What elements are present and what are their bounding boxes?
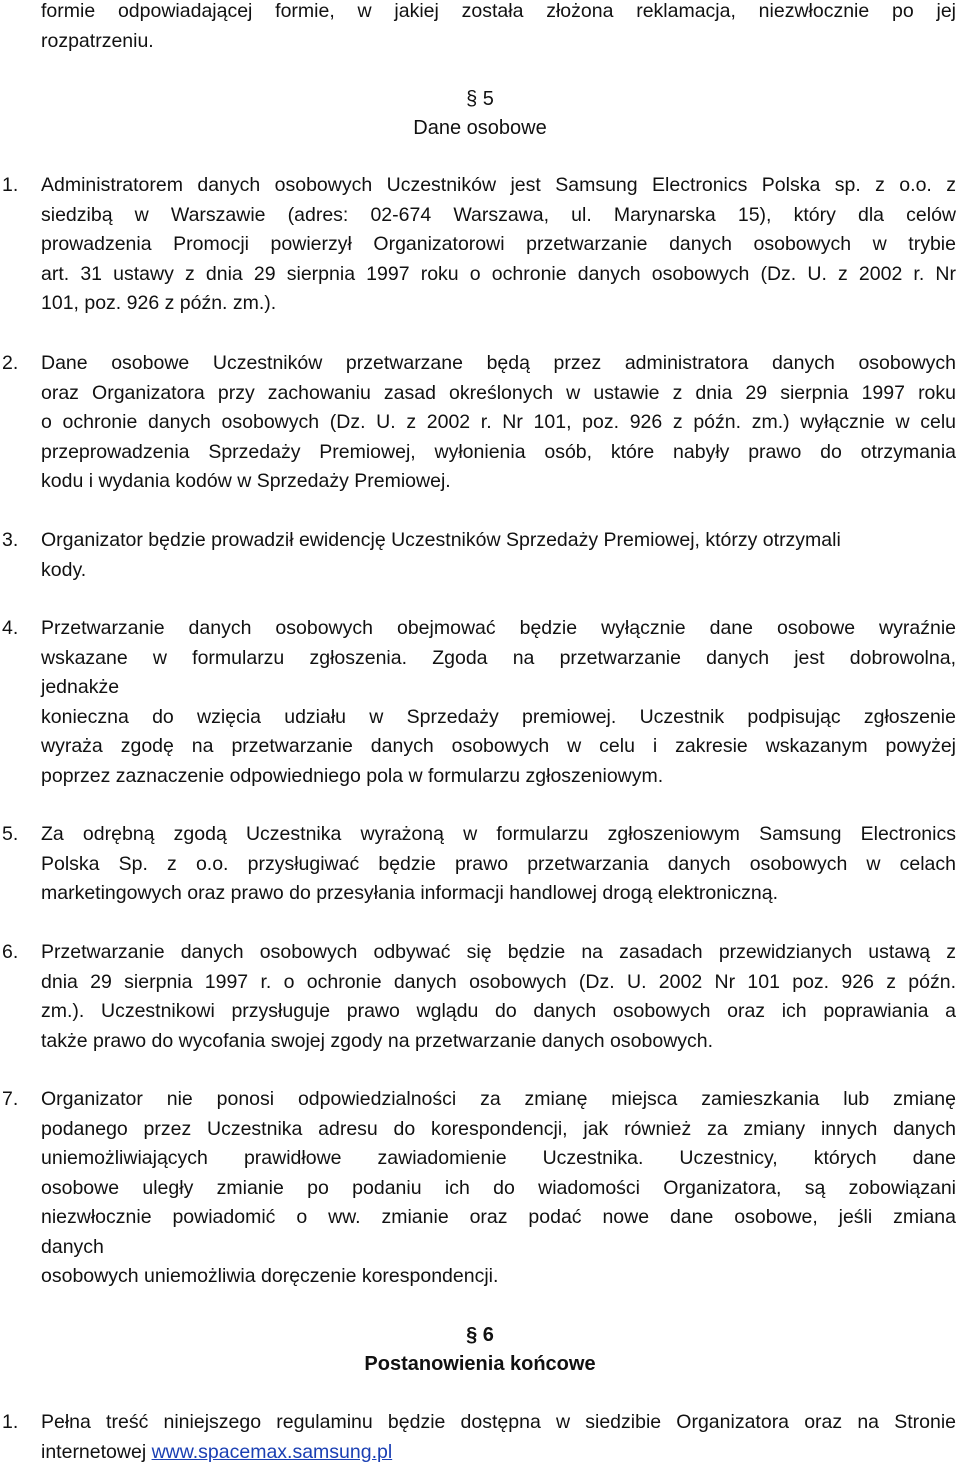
item-4-text [41, 614, 956, 791]
final-item-1-prefix: internetowej [41, 1440, 152, 1463]
item-2-line: oraz Organizatora przy zachowaniu zasad określonych w ustawie z dnia 29 sierpnia 1997 roku [41, 381, 956, 404]
final-item-1-number: 1. [2, 1411, 19, 1433]
item-4-line: wskazane w formularzu zgłoszenia. Zgoda na przetwarzanie danych jest dobrowolna, [41, 646, 956, 669]
item-6-line: także prawo do wycofania swojej zgody na przetwarzanie danych osobowych. [41, 1029, 714, 1052]
item-3-line: Organizator będzie prowadził ewidencję Uczestników Sprzedaży Premiowej, którzy otrzymali [41, 529, 841, 551]
website-link[interactable]: www.spacemax.samsung.pl [151, 1440, 393, 1463]
item-5-line: Polska Sp. z o.o. przysługiwać będzie prawo przetwarzania danych osobowych w celach [41, 852, 956, 875]
section-5-title: Dane osobowe [413, 117, 547, 139]
item-5-line: marketingowych oraz prawo do przesyłania informacji handlowej drogą elektroniczną. [41, 882, 779, 904]
item-4-line: jednakże [41, 676, 120, 698]
intro-line-1: formie odpowiadającej formie, w jakiej została złożona reklamacja, niezwłocznie po jej [41, 0, 956, 22]
item-3-number: 3. [2, 529, 19, 551]
item-1-number: 1. [2, 174, 19, 196]
item-4-line: poprzez zaznaczenie odpowiedniego pola w formularzu zgłoszeniowym. [41, 764, 664, 787]
section-6-symbol: § 6 [466, 1324, 494, 1346]
item-1-line: art. 31 ustawy z dnia 29 sierpnia 1997 roku o ochronie danych osobowych (Dz. U. z 2002 r. Nr [41, 262, 956, 285]
item-4-number: 4. [2, 617, 19, 639]
item-1-line: 101, poz. 926 z późn. zm.). [41, 292, 277, 314]
item-2-line: przeprowadzenia Sprzedaży Premiowej, wyłonienia osób, które nabyły prawo do otrzymania [41, 440, 956, 463]
item-7-line: uniemożliwiających prawidłowe zawiadomienie Uczestnika. Uczestnicy, których dane [41, 1147, 956, 1169]
item-1-line: Administratorem danych osobowych Uczestników jest Samsung Electronics Polska sp. z o.o. z [41, 174, 956, 196]
item-5-text [41, 820, 956, 909]
item-4-line: wyraża zgodę na przetwarzanie danych osobowych w celu i zakresie wskazanym powyżej [41, 735, 956, 757]
item-1-text [41, 171, 956, 319]
item-7-line: osobowych uniemożliwia doręczenie korespondencji. [41, 1265, 499, 1287]
item-1-line: prowadzenia Promocji powierzył Organizatorowi przetwarzanie danych osobowych w trybie [41, 233, 956, 255]
item-4-line: konieczna do wzięcia udziału w Sprzedaży premiowej. Uczestnik podpisując zgłoszenie [41, 705, 956, 728]
item-5-number: 5. [2, 823, 19, 845]
item-7-line: niezwłocznie powiadomić o ww. zmianie oraz podać nowe dane osobowe, jeśli zmiana [41, 1206, 956, 1228]
item-5-line: Za odrębną zgodą Uczestnika wyrażoną w formularzu zgłoszeniowym Samsung Electronics [41, 823, 956, 845]
item-2-text [41, 349, 956, 497]
item-7-text [41, 1085, 956, 1292]
item-6-text [41, 938, 956, 1056]
intro-line-2: rozpatrzeniu. [41, 30, 154, 52]
item-7-line: Organizator nie ponosi odpowiedzialności za zmianę miejsca zamieszkania lub zmianę [41, 1088, 956, 1110]
item-6-line: Przetwarzanie danych osobowych odbywać się będzie na zasadach przewidzianych ustawą z [41, 941, 956, 963]
item-2-line: kodu i wydania kodów w Sprzedaży Premiowej. [41, 470, 451, 492]
item-7-line: podanego przez Uczestnika adresu do korespondencji, jak również za zmiany innych danych [41, 1117, 956, 1140]
item-7-number: 7. [2, 1088, 19, 1110]
item-2-number: 2. [2, 352, 19, 374]
section-6-title: Postanowienia końcowe [364, 1353, 596, 1375]
item-6-line: dnia 29 sierpnia 1997 r. o ochronie danych osobowych (Dz. U. 2002 Nr 101 poz. 926 z późn. [41, 970, 956, 993]
item-3-text [41, 526, 956, 585]
item-3-line: kody. [41, 558, 87, 581]
final-item-1-line-2 [41, 1438, 956, 1468]
item-7-line: osobowe uległy zmianie po podaniu ich do wiadomości Organizatora, są zobowiązani [41, 1176, 956, 1199]
item-7-line: danych [41, 1235, 104, 1258]
item-2-line: o ochronie danych osobowych (Dz. U. z 2002 r. Nr 101, poz. 926 z późn. zm.) wyłącznie w celu [41, 411, 956, 433]
final-item-1-line: Pełna treść niniejszego regulaminu będzie dostępna w siedzibie Organizatora oraz na Stronie [41, 1411, 956, 1433]
item-6-line: zm.). Uczestnikowi przysługuje prawo wglądu do danych osobowych oraz ich poprawiania a [41, 1000, 956, 1022]
item-4-line: Przetwarzanie danych osobowych obejmować będzie wyłącznie dane osobowe wyraźnie [41, 617, 956, 639]
item-2-line: Dane osobowe Uczestników przetwarzane będą przez administratora danych osobowych [41, 352, 956, 374]
final-item-1-text [41, 1408, 956, 1467]
item-1-line: siedzibą w Warszawie (adres: 02-674 Warszawa, ul. Marynarska 15), który dla celów [41, 203, 956, 226]
section-5-symbol: § 5 [466, 88, 494, 110]
item-6-number: 6. [2, 941, 19, 963]
